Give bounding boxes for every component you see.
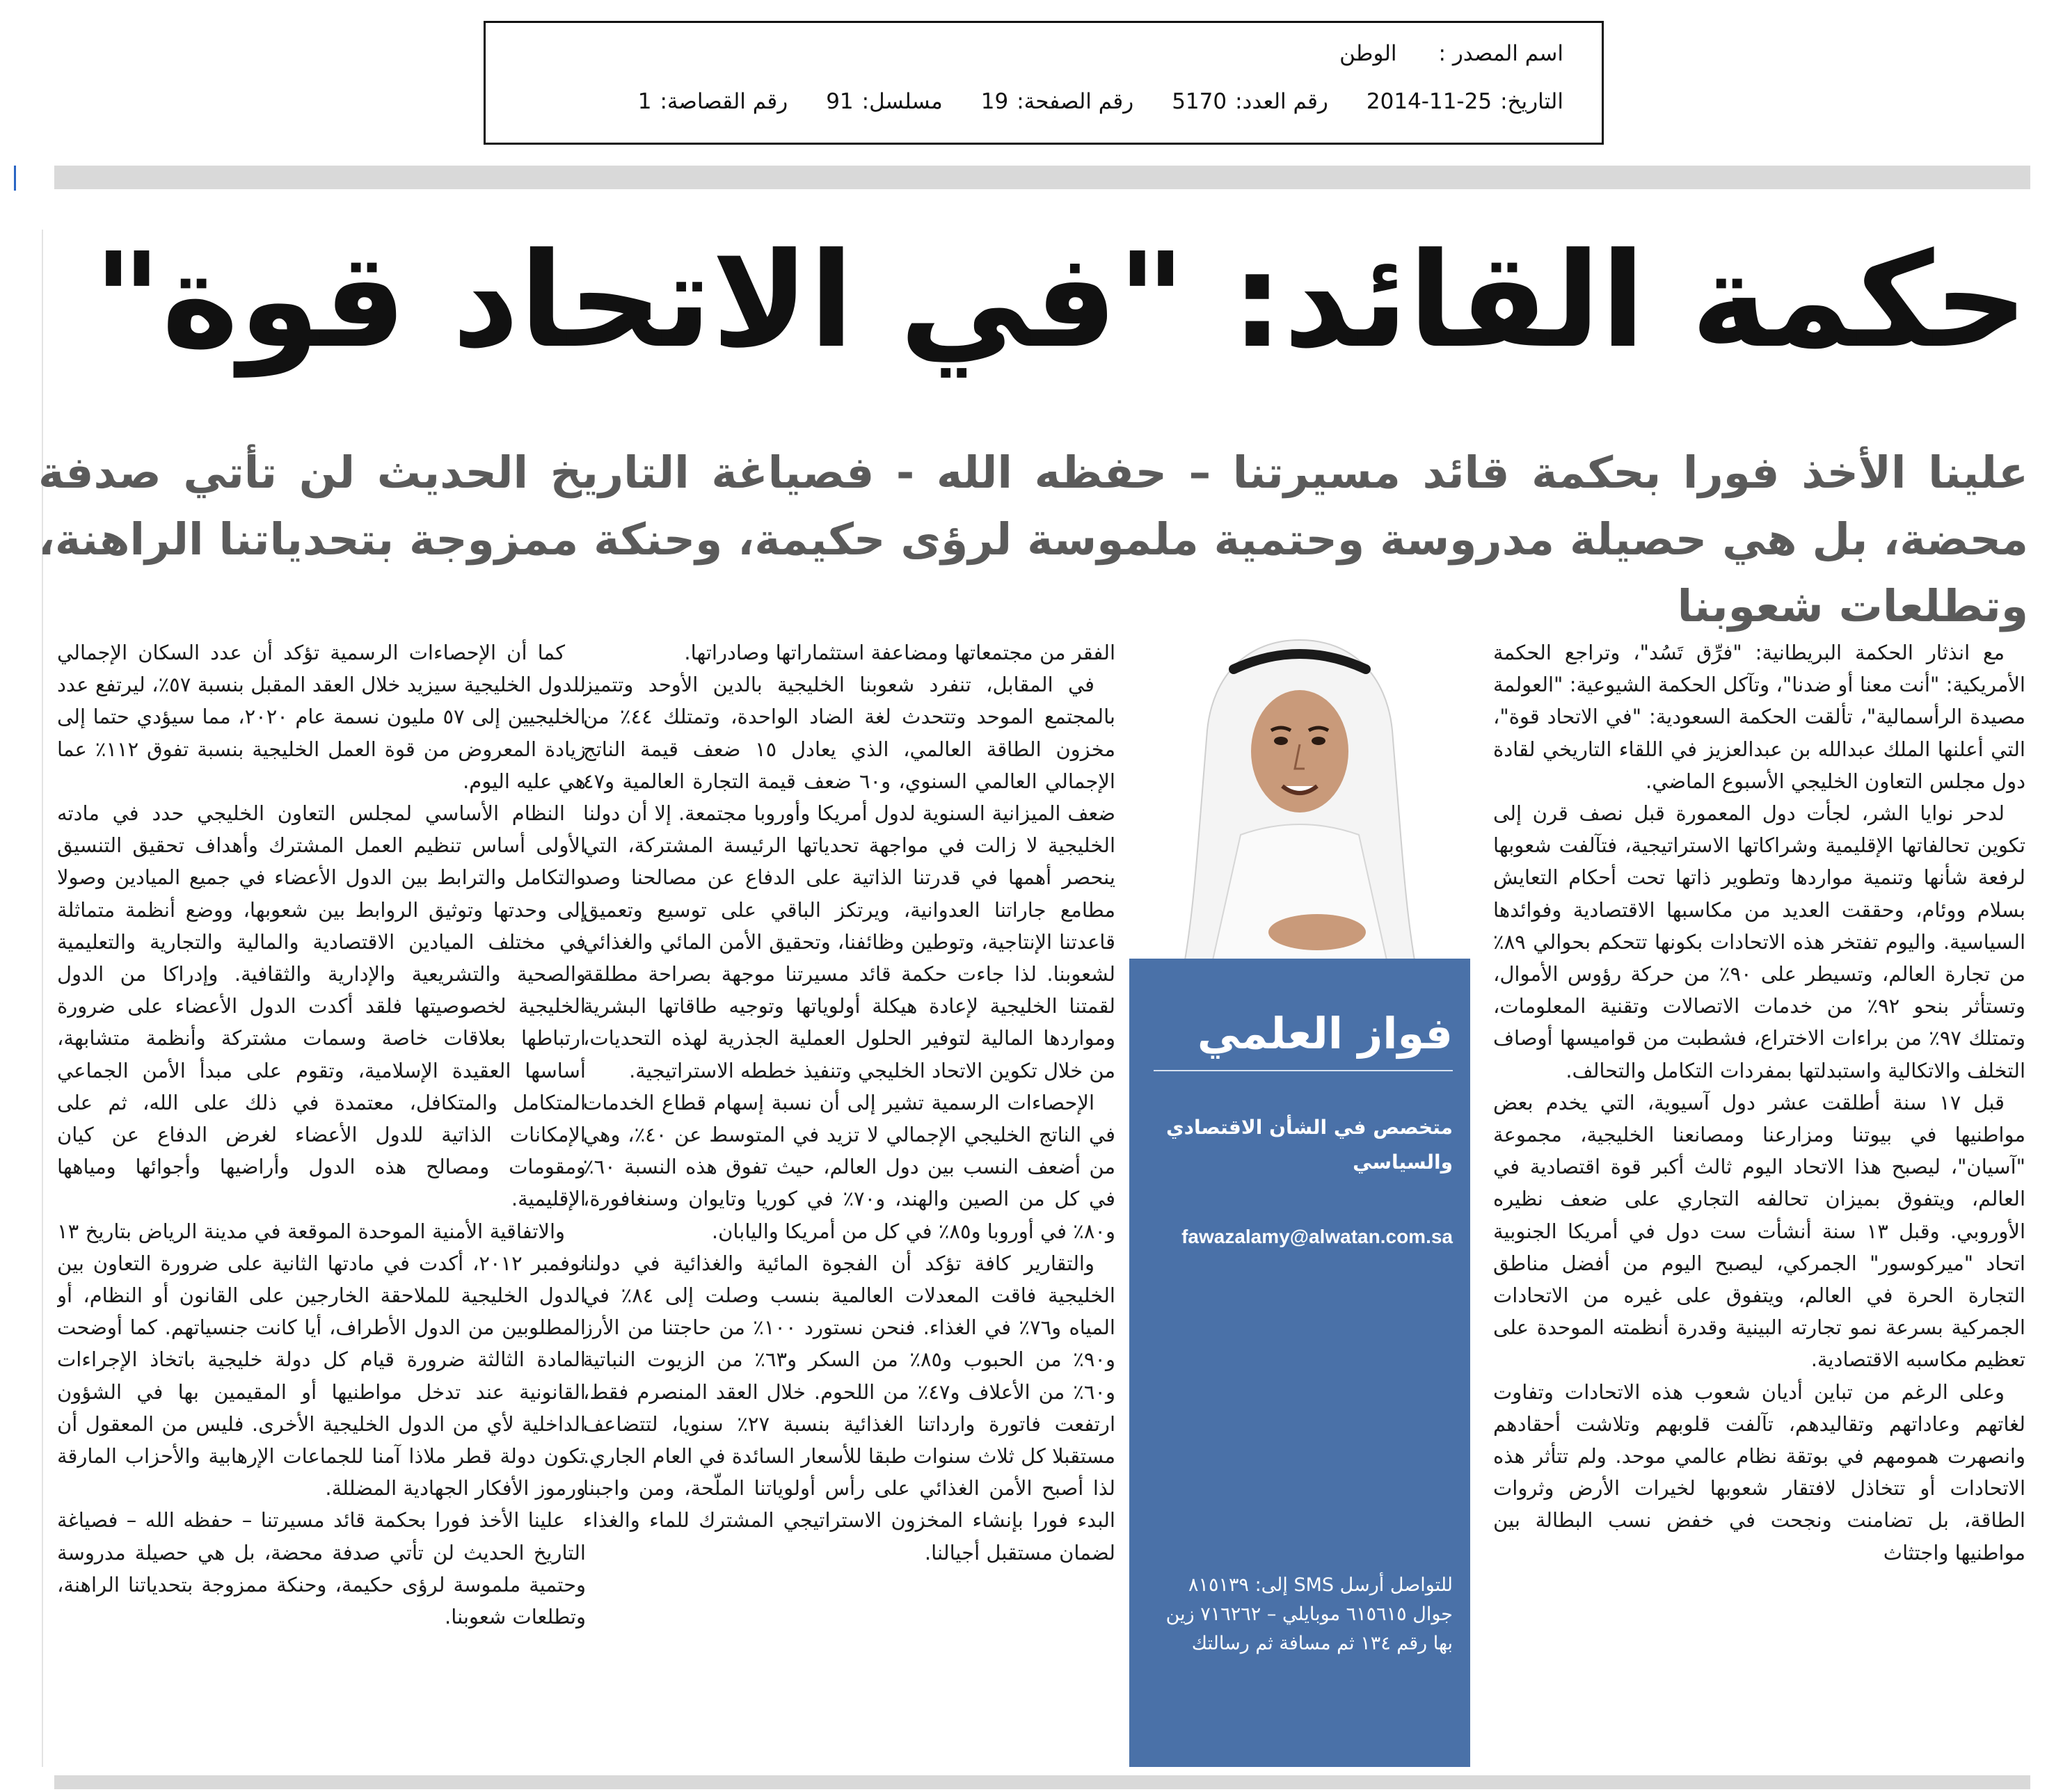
paragraph: علينا الأخذ فورا بحكمة قائد مسيرتنا – حفظه الله – فصياغة التاريخ الحديث لن تأتي صدفة محضة، بل هي حصيلة مدروسة وحتمية ملموسة لرؤى حكيمة، وحنكة ممزوجة بتحدياتنا الراهنة، وتطلعات شعوبنا. <box>57 1508 586 1629</box>
paragraph: كما أن الإحصاءات الرسمية تؤكد أن عدد السكان الإجمالي للدول الخليجية سيزيد خلال العقد المقبل بنسبة ٥٧٪، ليرتفع عدد الخليجيين إلى ٥٧ مليون نسمة عام ٢٠٢٠، مما سيؤدي حتما إلى زيادة المعروض من قوة العمل الخليجية بنسبة تفوق ١١٢٪ عما هي عليه اليوم. <box>57 641 586 793</box>
source-name: الوطن <box>1339 41 1397 66</box>
source-label: اسم المصدر : <box>1438 41 1563 66</box>
paragraph: قبل ١٧ سنة أطلقت عشر دول آسيوية، التي يخدم بعض مواطنيها في بيوتنا ومزارعنا ومصانعنا الخليجية، مجموعة "آسيان"، ليصبح هذا الاتحاد اليوم ثالث أكبر قوة اقتصادية في العالم، ويتفوق بميزان تحالفه التجاري على ضعف نظيره الأوروبي. وقبل ١٣ سنة أنشأت ست دول في أمريكا الجنوبية اتحاد "ميركوسور" الجمركي، ليصبح اليوم من أفضل مناطق التجارة الحرة في العالم، ويتفوق على غيره من الاتحادات الجمركية بسرعة نمو تجارته البينية وقدرة أنظمته الموحدة على تعظيم مكاسبه الاقتصادية. <box>1493 1090 2025 1372</box>
paragraph: مع انذثار الحكمة البريطانية: "فرِّق تَسُد"، وتراجع الحكمة الأمريكية: "أنت معنا أو ضدنا"، وتآكل الحكمة الشيوعية: "العولمة مصيدة الرأسمالية"، تألقت الحكمة السعودية: "في الاتحاد قوة"، التي أعلنها الملك عبدالله بن عبدالعزيز في اللقاء التاريخي لقادة دول مجلس التعاون الخليجي الأسبوع الماضي. <box>1493 641 2025 793</box>
author-portrait-icon <box>1129 626 1470 960</box>
paragraph: الإحصاءات الرسمية تشير إلى أن نسبة إسهام قطاع الخدمات في الناتج الخليجي الإجمالي لا تزيد في المتوسط عن ٤٠٪، وهي من أضعف النسب بين دول العالم، حيث تفوق هذه النسبة ٦٠٪ في كل من الصين والهند، و٧٠٪ في كوريا وتايوان وسنغافورة، و٨٠٪ في أوروبا و٨٥٪ في كل من أمريكا واليابان. <box>583 1090 1115 1243</box>
paragraph: في المقابل، تنفرد شعوبنا الخليجية بالدين الأوحد وتتميز بالمجتمع الموحد وتتحدث لغة الضاد الواحدة، وتمتلك ٤٤٪ من مخزون الطاقة العالمي، الذي يعادل ١٥ ضعف قيمة الناتج الإجمالي العالمي السنوي، و٦٠ ضعف قيمة التجارة العالمية و٤٧ ضعف الميزانية السنوية لدول أمريكا وأوروبا مجتمعة. إلا أن دولنا الخليجية لا زالت في مواجهة تحدياتها الرئيسة المشتركة، التي ينحصر أهمها في قدرتنا الذاتية على الدفاع عن مصالحنا وصد مطامع جاراتنا العدوانية، ويرتكز الباقي على توسيع وتعميق قاعدتنا الإنتاجية، وتوطين وظائفنا، وتحقيق الأمن المائي والغذائي لشعوبنا. لذا جاءت حكمة قائد مسيرتنا موجهة بصراحة مطلقة لقمتنا الخليجية لإعادة هيكلة أولوياتها وتوجيه طاقاتها البشرية ومواردها المالية لتوفير الحلول العملية الجذرية لهذه التحديات، من خلال تكوين الاتحاد الخليجي وتنفيذ خططه الاستراتيجية. <box>583 673 1115 1082</box>
paragraph: والتقارير كافة تؤكد أن الفجوة المائية والغذائية في دولنا الخليجية فاقت المعدلات العالمية بنسب وصلت إلى ٨٤٪ في المياه و٧٦٪ في الغذاء. فنحن نستورد ١٠٠٪ من حاجتنا من الأرز و٩٠٪ من الحبوب و٨٥٪ من السكر و٦٣٪ من الزيوت النباتية و٦٠٪ من الأعلاف و٤٧٪ من اللحوم. خلال العقد المنصرم فقط، ارتفعت فاتورة وارداتنا الغذائية بنسبة ٢٧٪ سنويا، لتتضاعف مستقبلا كل ثلاث سنوات طبقا للأسعار السائدة في العام الجاري. لذا أصبح الأمن الغذائي على رأس أولوياتنا الملّحة، ومن واجبنا البدء فورا بإنشاء المخزون الاستراتيجي المشترك للماء والغذاء لضمان مستقبل أجيالنا. <box>583 1251 1115 1565</box>
author-name: فواز العلمي <box>1197 1008 1453 1059</box>
article-column-middle <box>583 637 1115 1767</box>
date-field <box>1367 89 1563 114</box>
author-photo <box>1129 626 1470 960</box>
article-subhead: علينا الأخذ فورا بحكمة قائد مسيرتنا – حفظه الله - فصياغة التاريخ الحديث لن تأتي صدفة محضة، بل هي حصيلة مدروسة وحتمية ملموسة لرؤى حكيمة، وحنكة ممزوجة بتحدياتنا الراهنة، وتطلعات شعوبنا <box>38 447 2028 632</box>
paragraph: والاتفاقية الأمنية الموحدة الموقعة في مدينة الرياض بتاريخ ١٣ نوفمبر ٢٠١٢، أكدت في مادتها الثانية على ضرورة التعاون بين الدول الخليجية للملاحقة الخارجين على القانون أو النظام، أو المطلوبين من الدول الأطراف، أيا كانت جنسياتهم. كما أوضحت المادة الثالثة ضرورة قيام كل دولة خليجية باتخاذ الإجراءات القانونية عند تدخل مواطنيها أو المقيمين بها في الشؤون الداخلية لأي من الدول الخليجية الأخرى. فليس من المعقول أن تكون دولة قطر ملاذا آمنا للجماعات الإرهابية والأحزاب المارقة ورموز الأفكار الجهادية المضللة. <box>57 1219 586 1501</box>
sms-contact-info: للتواصل أرسل SMS إلى: ٨١٥١٣٩ جوال ٦١٥٦١٥ موبايلي – ٧١٦٢٦٢ زين بها رقم ١٣٤ ثم مسافة ثم رسالتك <box>1165 1574 1453 1654</box>
source-name-row <box>1339 41 1563 66</box>
serial-label: مسلسل: <box>861 89 943 114</box>
page-label: رقم الصفحة: <box>1017 89 1134 114</box>
page-field <box>981 89 1133 114</box>
paragraph: النظام الأساسي لمجلس التعاون الخليجي حدد في مادته الأولى أساس تنظيم العمل المشترك وأهداف تحقيق التنسيق والتكامل والترابط بين الدول الأعضاء في جميع الميادين وصولا إلى وحدتها وتوثيق الروابط بين شعوبها، ووضع أنظمة متماثلة في مختلف الميادين الاقتصادية والمالية والتجارية والتعليمية والصحية والتشريعية والإدارية والثقافية. وإدراكا من الدول الخليجية لخصوصيتها فلقد أكدت الدول الأعضاء على ضرورة ارتباطها بعلاقات خاصة وسمات مشتركة وأنظمة متشابهة، أساسها العقيدة الإسلامية، وتقوم على مبدأ الأمن الجماعي المتكامل والمتكافل، معتمدة في ذلك على الله، ثم على الإمكانات الذاتية للدول الأعضاء لغرض الدفاع عن كيان ومقومات ومصالح هذه الدول وأراضيها وأجوائها ومياهها الإقليمية. <box>57 801 586 1211</box>
clip-value: 1 <box>637 89 652 114</box>
source-meta-row <box>638 89 1563 114</box>
serial-value: 91 <box>826 89 854 114</box>
article-column-left <box>57 637 586 1767</box>
author-info-box <box>1129 959 1470 1767</box>
top-divider-bar <box>54 166 2030 189</box>
article-headline: حكمة القائد: "في الاتحاد قوة" <box>93 225 2028 377</box>
scan-edge-mark <box>14 166 16 191</box>
serial-field <box>826 89 943 114</box>
paragraph: لدحر نوايا الشر، لجأت دول المعمورة قبل نصف قرن إلى تكوين تحالفاتها الإقليمية وشراكاتها الاستراتيجية، فتآلفت شعوبها لرفعة شأنها وتنمية مواردها وتطوير ذاتها تحت أحكام التعايش بسلام ووئام، وحققت العديد من مكاسبها الاقتصادية وفوائدها السياسية. واليوم تفتخر هذه الاتحادات بكونها تتحكم بحوالي ٨٩٪ من تجارة العالم، وتسيطر على ٩٠٪ من حركة رؤوس الأموال، وتستأثر بنحو ٩٢٪ من خدمات الاتصالات وتقنية المعلومات، وتمتلك ٩٧٪ من براءات الاختراع، فشطبت من قواميسها أوصاف التخلف والاتكالية واستبدلتها بمفردات التكامل والتحالف. <box>1493 801 2025 1082</box>
paragraph: وعلى الرغم من تباين أديان شعوب هذه الاتحادات وتفاوت لغاتهم وعاداتهم وتقاليدهم، تآلفت قلوبهم وتلاشت أحقادهم وانصهرت همومهم في بوتقة نظام عالمي موحد. ولم تتأثر هذه الاتحادات أو تتخاذل لافتقار شعوبها لخيرات الأرض وثروات الطاقة، بل تضامنت ونجحت في خفض نسب البطالة بين مواطنيها واجتثاث <box>1493 1379 2025 1565</box>
paragraph: الفقر من مجتمعاتها ومضاعفة استثماراتها وصادراتها. <box>684 641 1115 664</box>
date-value: 2014-11-25 <box>1366 89 1492 114</box>
issue-field <box>1172 89 1328 114</box>
page-value: 19 <box>980 89 1009 114</box>
author-panel <box>1129 626 1470 1767</box>
issue-value: 5170 <box>1172 89 1227 114</box>
article-column-right <box>1493 637 2025 1767</box>
clip-label: رقم القصاصة: <box>660 89 788 114</box>
source-info-box <box>484 21 1604 145</box>
bottom-divider-bar <box>54 1775 2030 1789</box>
clip-field <box>638 89 788 114</box>
issue-label: رقم العدد: <box>1235 89 1328 114</box>
author-divider <box>1154 1070 1453 1071</box>
author-email[interactable]: fawazalamy@alwatan.com.sa <box>1181 1226 1453 1247</box>
author-role: متخصص في الشأن الاقتصادي والسياسي <box>1165 1116 1453 1174</box>
date-label: التاريخ: <box>1500 89 1563 114</box>
